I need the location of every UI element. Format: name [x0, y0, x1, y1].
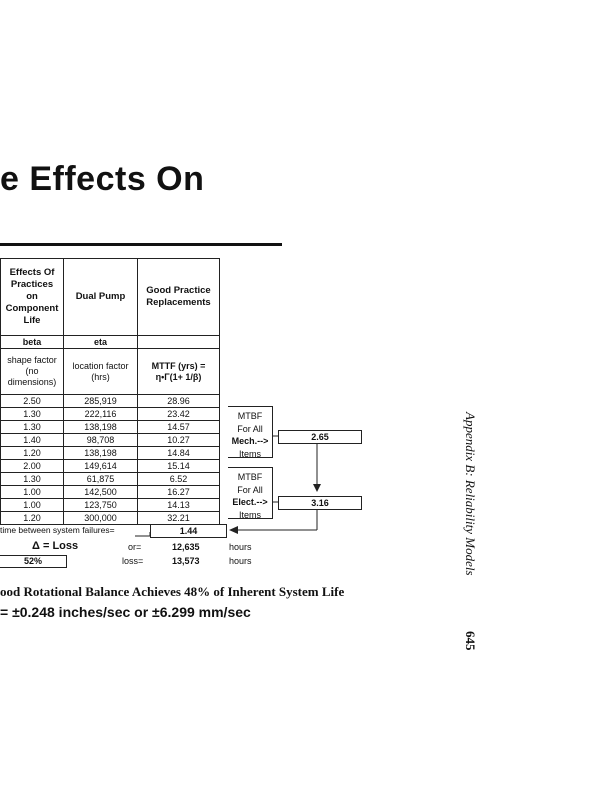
loss-percent: 52%	[0, 555, 67, 568]
vibration-spec: = ±0.248 inches/sec or ±6.299 mm/sec	[0, 604, 251, 620]
subheader-eta: eta	[64, 336, 138, 349]
table-row: 1.30 138,198 14.57	[1, 421, 220, 434]
elec-line-2: For All	[237, 484, 263, 495]
header-dual-pump: Dual Pump	[64, 259, 138, 336]
mech-line-4: Items	[238, 448, 261, 459]
running-header: Appendix B: Reliability Models	[463, 412, 478, 576]
page-title: e Effects On	[0, 160, 205, 198]
mech-line-1: MTBF	[237, 411, 263, 421]
system-mtbf-value: 1.44	[150, 524, 227, 538]
elec-mtbf-value: 3.16	[278, 496, 362, 510]
or-label: or=	[128, 542, 142, 552]
or-unit: hours	[229, 542, 252, 552]
table-row: 1.20 138,198 14.84	[1, 447, 220, 460]
table-row: 1.00 123,750 14.13	[1, 499, 220, 512]
header-effects: Effects Of Practices on Component Life	[1, 259, 64, 336]
mech-mtbf-value: 2.65	[278, 430, 362, 444]
desc-location-factor: location factor (hrs)	[64, 349, 138, 395]
table-row: 2.50 285,919 28.96	[1, 395, 220, 408]
table-row: 1.30 61,875 6.52	[1, 473, 220, 486]
table-row: 1.00 142,500 16.27	[1, 486, 220, 499]
header-good-practice: Good Practice Replacements	[138, 259, 220, 336]
desc-mttf: MTTF (yrs) = η•Γ(1+ 1/β)	[138, 349, 220, 395]
mech-line-2: For All	[237, 423, 263, 434]
elec-line-1: MTBF	[237, 472, 263, 482]
elec-line-3: Elect.-->	[232, 497, 268, 507]
table-row: 2.00 149,614 15.14	[1, 460, 220, 473]
table-row: 1.40 98,708 10.27	[1, 434, 220, 447]
desc-shape-factor: shape factor (no dimensions)	[1, 349, 64, 395]
or-value: 12,635	[172, 542, 200, 552]
table-row: 1.30 222,116 23.42	[1, 408, 220, 421]
loss-label: Δ = Loss	[32, 540, 79, 552]
page-number: 645	[463, 631, 478, 651]
loss2-value: 13,573	[172, 556, 200, 566]
table-row: 1.20 300,000 32.21	[1, 512, 220, 525]
loss2-unit: hours	[229, 556, 252, 566]
figure-caption: ood Rotational Balance Achieves 48% of Inherent System Life	[0, 584, 345, 599]
subheader-beta: beta	[1, 336, 64, 349]
mech-line-3: Mech.-->	[231, 436, 269, 446]
elec-line-4: Items	[238, 509, 261, 520]
system-failures-label: time between system failures=	[0, 525, 115, 535]
loss2-label: loss=	[122, 556, 144, 566]
